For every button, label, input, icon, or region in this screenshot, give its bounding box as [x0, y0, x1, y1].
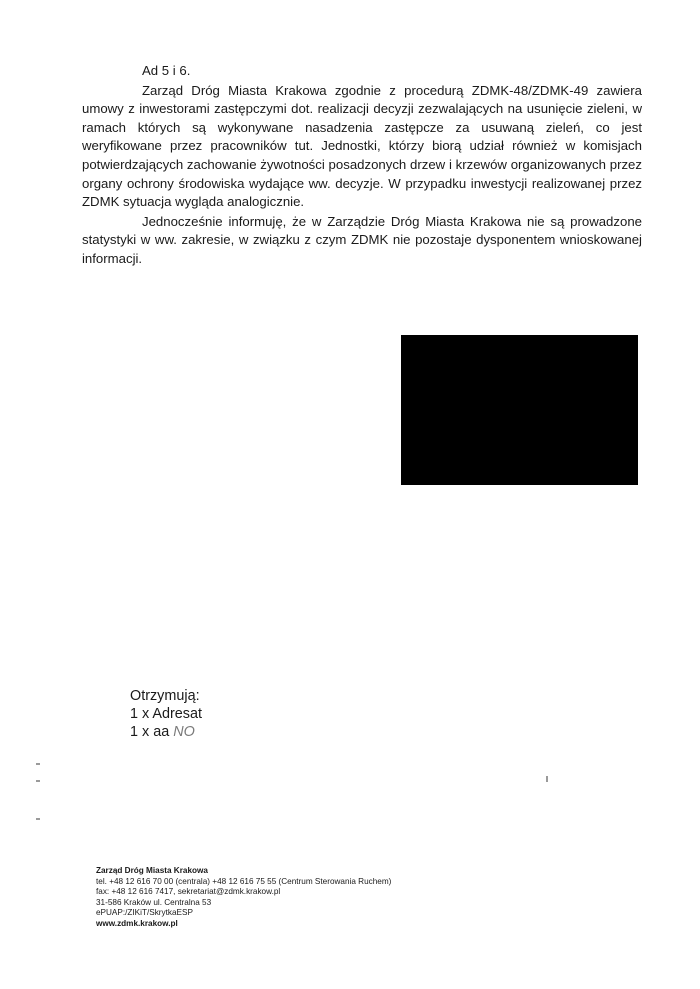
redacted-signature-block — [401, 335, 638, 485]
letterhead-footer — [96, 866, 391, 930]
paragraph-statistics: Jednocześnie informuję, że w Zarządzie Dróg Miasta Krakowa nie są prowadzone statystyki w ww. zakresie, w związku z czym ZDMK nie pozostaje dysponentem wnioskowanej informacji. — [82, 213, 642, 266]
recipient-archive-prefix: 1 x aa — [130, 724, 170, 740]
footer-address: 31-586 Kraków ul. Centralna 53 — [96, 897, 212, 907]
footer-epuap: ePUAP:/ZIKiT/SkrytkaESP — [96, 908, 193, 918]
recipients-title: Otrzymują: — [130, 688, 200, 704]
letter-body — [82, 62, 642, 269]
scan-speck — [36, 818, 40, 820]
footer-fax-email: fax: +48 12 616 7417, sekretariat@zdmk.krakow.pl — [96, 887, 281, 897]
footer-website: www.zdmk.krakow.pl — [96, 918, 178, 928]
scan-speck — [36, 780, 40, 782]
recipients-list — [130, 687, 202, 741]
scan-speck — [546, 776, 548, 782]
scan-speck — [36, 763, 40, 765]
recipient-archive — [130, 723, 202, 741]
recipient-addressee: 1 x Adresat — [130, 706, 202, 722]
section-heading: Ad 5 i 6. — [142, 63, 191, 78]
recipient-archive-suffix: NO — [173, 724, 195, 740]
paragraph-procedure: Zarząd Dróg Miasta Krakowa zgodnie z procedurą ZDMK-48/ZDMK-49 zawiera umowy z inwestorami zastępczymi dot. realizacji decyzji zezwalających na usunięcie zieleni, w ramach których są wykonywane nasadzenia zastępcze za usuwaną zieleń, co jest weryfikowane przez pracowników tut. Jednostki, którzy biorą udział również w komisjach potwierdzających zachowanie żywotności posadzonych drzew i krzewów organizowanych przez organy ochrony środowiska wydające ww. decyzje. W przypadku inwestycji realizowanej przez ZDMK sytuacja wygląda analogicznie. — [82, 82, 642, 210]
footer-phone: tel. +48 12 616 70 00 (centrala) +48 12 616 75 55 (Centrum Sterowania Ruchem) — [96, 876, 392, 886]
footer-org-name: Zarząd Dróg Miasta Krakowa — [96, 866, 208, 875]
